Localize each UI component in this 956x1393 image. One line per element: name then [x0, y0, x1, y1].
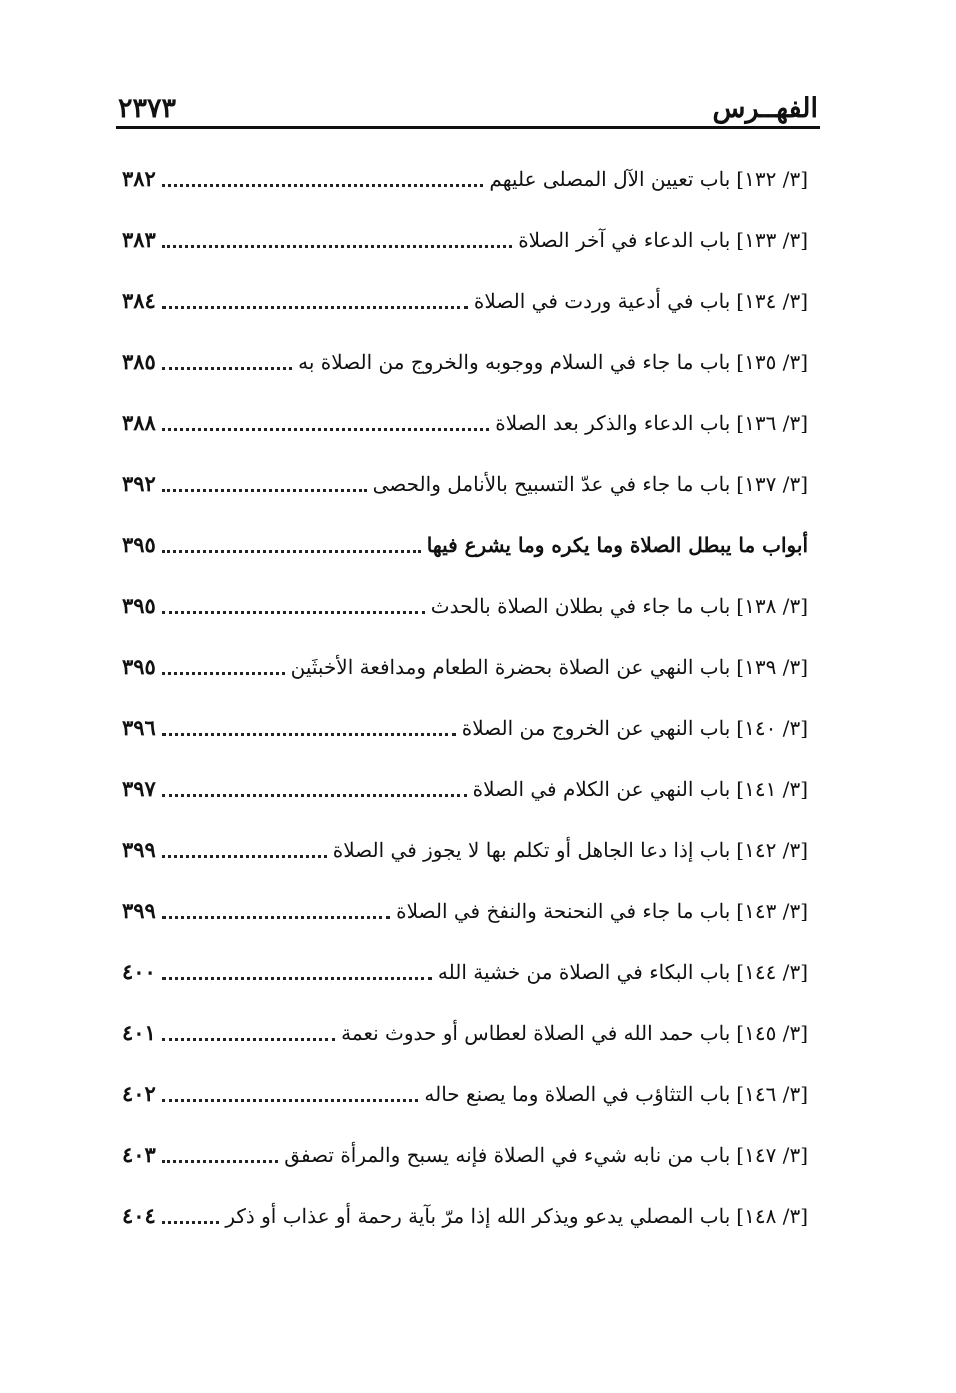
entry-reference: [٣/ ١٤٠] [736, 715, 808, 740]
entry-page-number: ٣٨٤ [122, 287, 156, 313]
entry-reference: [٣/ ١٤٣] [736, 898, 808, 923]
entry-page-number: ٤٠٣ [122, 1141, 156, 1167]
entry-title: باب إذا دعا الجاهل أو تكلم بها لا يجوز في الصلاة [332, 837, 731, 862]
entry-reference: [٣/ ١٤٥] [736, 1020, 808, 1045]
entry-title: باب ما جاء في بطلان الصلاة بالحدث [430, 593, 731, 618]
entry-page-number: ٤٠١ [122, 1019, 156, 1045]
dot-leader [162, 548, 421, 553]
dot-leader [162, 1036, 335, 1041]
dot-leader [162, 853, 327, 858]
dot-leader [162, 914, 390, 919]
dot-leader [162, 609, 425, 614]
entry-title: باب حمد الله في الصلاة لعطاس أو حدوث نعمة [341, 1020, 731, 1045]
entry-page-number: ٣٩٢ [122, 470, 156, 496]
toc-entry [122, 941, 808, 1002]
entry-page-number: ٤٠٤ [122, 1202, 156, 1228]
entry-title: باب ما جاء في السلام ووجوبه والخروج من الصلاة به [298, 349, 731, 374]
toc-entry [122, 270, 808, 331]
dot-leader [162, 670, 285, 675]
entry-page-number: ٤٠٢ [122, 1080, 156, 1106]
entry-page-number: ٣٩٩ [122, 836, 156, 862]
entry-page-number: ٣٨٣ [122, 226, 156, 252]
entry-title: باب الدعاء في آخر الصلاة [518, 227, 731, 252]
dot-leader [162, 426, 489, 431]
toc-entry [122, 392, 808, 453]
entry-reference: [٣/ ١٣٥] [736, 349, 808, 374]
entry-reference: [٣/ ١٣٣] [736, 227, 808, 252]
entry-page-number: ٣٩٦ [122, 714, 156, 740]
toc-entry [122, 758, 808, 819]
entry-title: باب المصلي يدعو ويذكر الله إذا مرّ بآية رحمة أو عذاب أو ذكر [225, 1203, 731, 1228]
toc-section-heading [122, 514, 808, 575]
entry-reference: [٣/ ١٤٦] [736, 1081, 808, 1106]
dot-leader [162, 304, 468, 309]
dot-leader [162, 487, 367, 492]
toc-entry [122, 453, 808, 514]
entry-reference: [٣/ ١٤٢] [736, 837, 808, 862]
entry-reference: [٣/ ١٤٤] [736, 959, 808, 984]
entry-page-number: ٣٩٥ [122, 653, 156, 679]
entry-title: باب الدعاء والذكر بعد الصلاة [495, 410, 731, 435]
dot-leader [162, 975, 432, 980]
toc-entry [122, 1002, 808, 1063]
entry-title: باب البكاء في الصلاة من خشية الله [437, 959, 731, 984]
entry-title: أبواب ما يبطل الصلاة وما يكره وما يشرع فيها [426, 532, 808, 557]
entry-reference: [٣/ ١٣٩] [736, 654, 808, 679]
entry-title: باب النهي عن الصلاة بحضرة الطعام ومدافعة الأخبثَين [290, 654, 731, 679]
entry-reference: [٣/ ١٣٦] [736, 410, 808, 435]
entry-reference: [٣/ ١٣٨] [736, 593, 808, 618]
dot-leader [162, 792, 467, 797]
toc-entry [122, 1185, 808, 1246]
entry-title: باب ما جاء في النحنحة والنفخ في الصلاة [396, 898, 731, 923]
entry-page-number: ٣٩٥ [122, 531, 156, 557]
dot-leader [162, 182, 484, 187]
entry-page-number: ٣٩٩ [122, 897, 156, 923]
page-number: ٢٣٧٣ [118, 93, 177, 124]
entry-title: باب في أدعية وردت في الصلاة [473, 288, 731, 313]
entry-reference: [٣/ ١٣٤] [736, 288, 808, 313]
toc-entry [122, 575, 808, 636]
dot-leader [162, 243, 512, 248]
entry-page-number: ٣٩٥ [122, 592, 156, 618]
toc-entry [122, 1063, 808, 1124]
toc-entry [122, 148, 808, 209]
page-header [118, 86, 818, 130]
entry-title: باب تعيين الآل المصلى عليهم [489, 166, 731, 191]
header-rule [116, 126, 820, 129]
entry-page-number: ٣٨٢ [122, 165, 156, 191]
toc-entry [122, 880, 808, 941]
toc-entry [122, 209, 808, 270]
entry-reference: [٣/ ١٣٢] [736, 166, 808, 191]
entry-page-number: ٣٨٨ [122, 409, 156, 435]
entry-page-number: ٣٨٥ [122, 348, 156, 374]
entry-reference: [٣/ ١٤١] [736, 776, 808, 801]
entry-title: باب من نابه شيء في الصلاة فإنه يسبح والمرأة تصفق [284, 1142, 731, 1167]
dot-leader [162, 731, 456, 736]
toc-entry [122, 1124, 808, 1185]
entry-reference: [٣/ ١٤٨] [736, 1203, 808, 1228]
table-of-contents [122, 148, 808, 1246]
entry-page-number: ٣٩٧ [122, 775, 156, 801]
dot-leader [162, 1158, 278, 1163]
entry-title: باب النهي عن الكلام في الصلاة [472, 776, 731, 801]
entry-title: باب التثاؤب في الصلاة وما يصنع حاله [424, 1081, 731, 1106]
toc-entry [122, 636, 808, 697]
toc-entry [122, 331, 808, 392]
entry-page-number: ٤٠٠ [122, 958, 156, 984]
dot-leader [162, 365, 292, 370]
entry-title: باب النهي عن الخروج من الصلاة [461, 715, 731, 740]
toc-entry [122, 819, 808, 880]
entry-reference: [٣/ ١٣٧] [736, 471, 808, 496]
dot-leader [162, 1219, 219, 1224]
entry-reference: [٣/ ١٤٧] [736, 1142, 808, 1167]
toc-entry [122, 697, 808, 758]
entry-title: باب ما جاء في عدّ التسبيح بالأنامل والحصى [372, 471, 731, 496]
dot-leader [162, 1097, 419, 1102]
running-title: الفهــرس [712, 93, 818, 124]
